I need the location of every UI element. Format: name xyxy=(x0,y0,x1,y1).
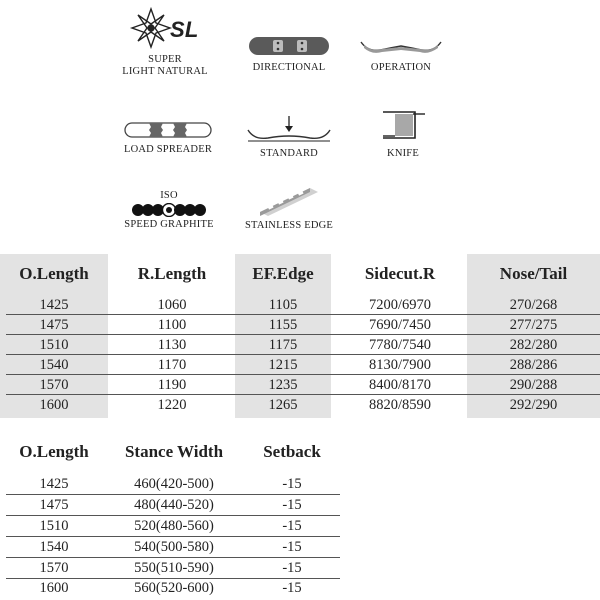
spec-cell: 290/288 xyxy=(509,377,558,393)
stance-cell: -15 xyxy=(282,476,302,492)
stance-cell: 520(480-560) xyxy=(134,518,214,534)
stance-cell: -15 xyxy=(282,518,302,534)
spec-cell: 1155 xyxy=(268,317,298,333)
spec-cell: 292/290 xyxy=(509,397,558,413)
feature-label-line: OPERATION xyxy=(370,62,432,73)
stance-cell: 1425 xyxy=(39,476,69,492)
spec-cell: 1425 xyxy=(39,297,69,313)
stance-header-o-length: O.Length xyxy=(19,442,89,461)
spec-header-o-length: O.Length xyxy=(19,264,89,283)
stance-cell: 1475 xyxy=(39,497,69,513)
spec-cell: 8820/8590 xyxy=(368,397,432,413)
knife-edge-icon xyxy=(373,108,433,144)
spec-cell: 1510 xyxy=(39,337,69,353)
operation-profile-icon xyxy=(358,34,444,58)
stance-cell: 1570 xyxy=(39,560,69,576)
spec-cell: 1105 xyxy=(268,297,298,313)
iso-speed-graphite-icon xyxy=(131,203,207,217)
stance-cell: 480(440-520) xyxy=(134,497,214,513)
spec-cell: 1130 xyxy=(157,337,187,353)
feature-knife xyxy=(350,108,456,160)
stance-cell: 1510 xyxy=(39,518,69,534)
stance-cell: 460(420-500) xyxy=(134,476,214,492)
feature-stainless-edge xyxy=(236,182,342,232)
spec-header-sidecut-r: Sidecut.R xyxy=(364,264,436,283)
feature-load-spreader xyxy=(114,120,222,156)
spec-cell: 1475 xyxy=(39,317,69,333)
feature-label-line: STANDARD xyxy=(260,148,318,159)
stance-cell: -15 xyxy=(282,497,302,513)
feature-label-line: ISO xyxy=(160,190,178,201)
spec-cell: 8400/8170 xyxy=(368,377,432,393)
load-spreader-board-icon xyxy=(123,120,213,140)
spec-cell: 288/286 xyxy=(509,357,558,373)
spec-cell: 1170 xyxy=(157,357,187,373)
spec-cell: 8130/7900 xyxy=(368,357,432,373)
feature-label-line: STAINLESS EDGE xyxy=(245,220,333,231)
stance-header-setback: Setback xyxy=(263,442,321,461)
stance-cell: 560(520-600) xyxy=(134,580,214,596)
spec-header-ef-edge: EF.Edge xyxy=(252,264,314,283)
feature-label-line: SPEED GRAPHITE xyxy=(124,219,214,230)
spec-cell: 1600 xyxy=(39,397,69,413)
directional-board-icon xyxy=(247,34,331,58)
spec-cell: 282/280 xyxy=(509,337,558,353)
stance-cell: -15 xyxy=(282,580,302,596)
stance-cell: -15 xyxy=(282,560,302,576)
spec-cell: 7780/7540 xyxy=(368,337,432,353)
feature-label-line: KNIFE xyxy=(387,148,419,159)
spec-header-nose-tail: Nose/Tail xyxy=(499,264,568,283)
spec-cell: 7200/6970 xyxy=(368,297,432,313)
spec-cell: 1220 xyxy=(157,397,187,413)
feature-label-line: DIRECTIONAL xyxy=(252,62,326,73)
feature-label-line: SUPER xyxy=(148,54,182,65)
spec-cell: 1235 xyxy=(268,377,298,393)
spec-cell: 1060 xyxy=(157,297,187,313)
star-sl-logo-icon xyxy=(129,6,201,50)
standard-camber-icon xyxy=(244,114,334,144)
feature-iso-speed-graphite xyxy=(114,190,224,231)
feature-standard xyxy=(236,114,342,160)
stance-cell: 550(510-590) xyxy=(134,560,214,576)
feature-label-line: LIGHT NATURAL xyxy=(122,66,208,77)
stance-cell: 1540 xyxy=(39,539,69,555)
stainless-edge-icon xyxy=(254,182,324,216)
spec-table xyxy=(0,254,600,418)
spec-cell: 1570 xyxy=(39,377,69,393)
stance-header-stance-width: Stance Width xyxy=(124,442,224,461)
spec-cell: 1190 xyxy=(157,377,187,393)
spec-cell: 1265 xyxy=(268,397,298,413)
stance-cell: 540(500-580) xyxy=(134,539,214,555)
spec-cell: 277/275 xyxy=(509,317,558,333)
spec-cell: 7690/7450 xyxy=(368,317,432,333)
stance-cell: -15 xyxy=(282,539,302,555)
feature-label-line: LOAD SPREADER xyxy=(123,144,213,155)
stance-table xyxy=(0,432,600,600)
feature-super-light-natural xyxy=(112,6,218,78)
stance-cell: 1600 xyxy=(39,580,69,596)
sl-logo-text: SL xyxy=(170,17,199,42)
feature-operation xyxy=(348,34,454,74)
spec-header-r-length: R.Length xyxy=(137,264,207,283)
feature-directional xyxy=(236,34,342,74)
spec-cell: 1540 xyxy=(39,357,69,373)
spec-cell: 1175 xyxy=(268,337,298,353)
spec-cell: 1100 xyxy=(157,317,187,333)
spec-cell: 270/268 xyxy=(509,297,558,313)
spec-cell: 1215 xyxy=(268,357,298,373)
